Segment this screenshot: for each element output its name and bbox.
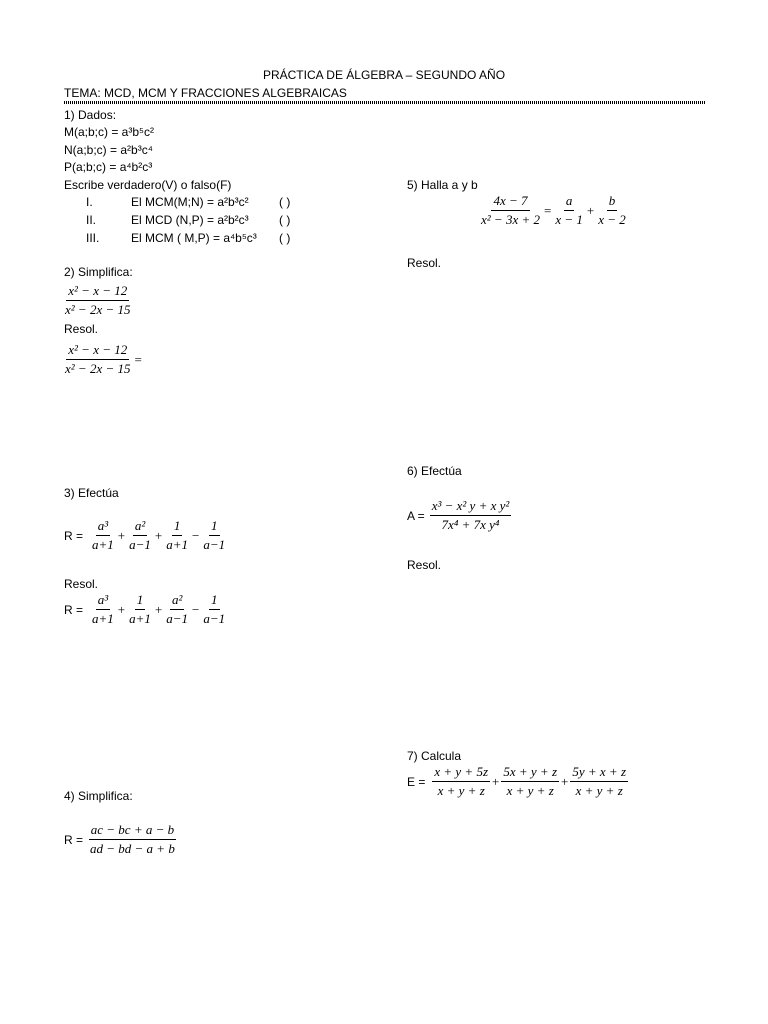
numerator: 4x − 7: [491, 193, 529, 211]
numerator: x + y + 5z: [432, 764, 490, 782]
denominator: a−1: [203, 611, 226, 627]
p5-heading: 5) Halla a y b: [407, 178, 478, 192]
numerator: a³: [96, 518, 110, 536]
p1-p-definition: P(a;b;c) = a⁴b²c³: [64, 160, 153, 174]
numerator: 5x + y + z: [501, 764, 559, 782]
p5-resol-label: Resol.: [407, 256, 442, 270]
denominator: x + y + z: [575, 783, 623, 799]
fraction: [164, 592, 190, 628]
denominator: a+1: [92, 537, 114, 553]
p1-item-blank[interactable]: ( ): [279, 213, 291, 227]
p1-item-text: El MCM(M;N) = a²b³c²: [131, 195, 249, 209]
denominator: x² − 2x − 15: [65, 302, 131, 318]
numerator: a: [564, 193, 575, 211]
fraction: [570, 764, 628, 800]
numerator: a³: [96, 592, 110, 610]
e-label: E =: [407, 774, 426, 789]
fraction: [432, 764, 490, 800]
denominator: x − 2: [598, 212, 626, 228]
p1-heading: 1) Dados:: [64, 108, 117, 122]
numerator: 1: [172, 518, 183, 536]
fraction: [63, 283, 132, 319]
operator: +: [561, 773, 569, 789]
p7-expression: [407, 764, 629, 800]
denominator: x + y + z: [506, 783, 554, 799]
p2-resolution-fraction: [62, 342, 143, 378]
operator: +: [154, 601, 163, 617]
denominator: x − 1: [555, 212, 583, 228]
numerator: a²: [133, 518, 147, 536]
numerator: x³ − x² y + x y²: [430, 498, 512, 516]
fraction: [127, 518, 153, 554]
operator: +: [117, 601, 126, 617]
numerator: x² − x − 12: [66, 342, 129, 360]
fraction: [90, 592, 116, 628]
p6-expression: [407, 498, 512, 534]
denominator: a−1: [166, 611, 189, 627]
plus-sign: +: [586, 202, 595, 218]
numerator: x² − x − 12: [66, 283, 129, 301]
fraction: [596, 193, 628, 229]
p1-item-number: I.: [86, 195, 93, 209]
p6-resol-label: Resol.: [407, 558, 442, 572]
p3-resolution-expression: [64, 592, 228, 628]
p6-heading: 6) Efectúa: [407, 464, 462, 478]
a-label: A =: [407, 508, 425, 523]
denominator: x² − 2x − 15: [65, 361, 131, 377]
numerator: a²: [170, 592, 184, 610]
p4-heading: 4) Simplifica:: [64, 789, 133, 803]
p1-item-blank[interactable]: ( ): [279, 195, 291, 209]
operator: −: [192, 601, 200, 617]
p1-item-number: III.: [86, 231, 100, 245]
fraction: [479, 193, 542, 229]
p1-n-definition: N(a;b;c) = a²b³c⁴: [64, 143, 153, 157]
p1-item-text: El MCD (N,P) = a²b²c³: [131, 213, 249, 227]
fraction: [88, 822, 177, 858]
p1-item-blank[interactable]: ( ): [279, 231, 291, 245]
denominator: a−1: [203, 537, 226, 553]
p2-heading: 2) Simplifica:: [64, 265, 133, 279]
numerator: 1: [135, 592, 146, 610]
fraction: [430, 498, 512, 534]
r-label: R =: [64, 832, 84, 847]
p4-expression: [64, 822, 178, 858]
equals-sign: =: [134, 351, 142, 367]
fraction: [553, 193, 585, 229]
p3-heading: 3) Efectúa: [64, 486, 119, 500]
topic-line: TEMA: MCD, MCM Y FRACCIONES ALGEBRAICAS: [64, 86, 347, 100]
p1-item-number: II.: [86, 213, 97, 227]
p2-fraction: [62, 283, 133, 319]
equals-sign: =: [543, 202, 552, 218]
p7-heading: 7) Calcula: [407, 749, 462, 763]
denominator: ad − bd − a + b: [90, 841, 175, 857]
fraction: [501, 764, 559, 800]
p5-equation: [478, 193, 629, 229]
fraction: [164, 518, 190, 554]
p3-expression: [64, 518, 228, 554]
fraction: [201, 518, 227, 554]
page-title: PRÁCTICA DE ÁLGEBRA – SEGUNDO AÑO: [262, 68, 506, 82]
numerator: 1: [209, 592, 220, 610]
operator: −: [192, 527, 200, 543]
denominator: a+1: [92, 611, 114, 627]
dotted-divider: [64, 101, 706, 104]
numerator: 1: [209, 518, 220, 536]
r-label: R =: [64, 602, 84, 617]
denominator: a+1: [166, 537, 189, 553]
fraction: [90, 518, 116, 554]
numerator: ac − bc + a − b: [89, 822, 176, 840]
denominator: a+1: [129, 611, 151, 627]
denominator: x² − 3x + 2: [481, 212, 540, 228]
operator: +: [154, 527, 163, 543]
numerator: b: [607, 193, 618, 211]
operator: +: [492, 773, 500, 789]
p1-item-text: El MCM ( M,P) = a⁴b⁵c³: [131, 231, 257, 245]
r-label: R =: [64, 528, 84, 543]
fraction: [127, 592, 153, 628]
p1-m-definition: M(a;b;c) = a³b⁵c²: [64, 125, 154, 139]
p1-instruction: Escribe verdadero(V) o falso(F): [64, 178, 232, 192]
denominator: a−1: [129, 537, 151, 553]
p2-resol-label: Resol.: [64, 322, 99, 336]
numerator: 5y + x + z: [570, 764, 628, 782]
denominator: x + y + z: [437, 783, 485, 799]
operator: +: [117, 527, 126, 543]
fraction: [63, 342, 132, 378]
denominator: 7x⁴ + 7x y⁴: [441, 517, 500, 533]
p3-resol-label: Resol.: [64, 577, 99, 591]
fraction: [201, 592, 227, 628]
